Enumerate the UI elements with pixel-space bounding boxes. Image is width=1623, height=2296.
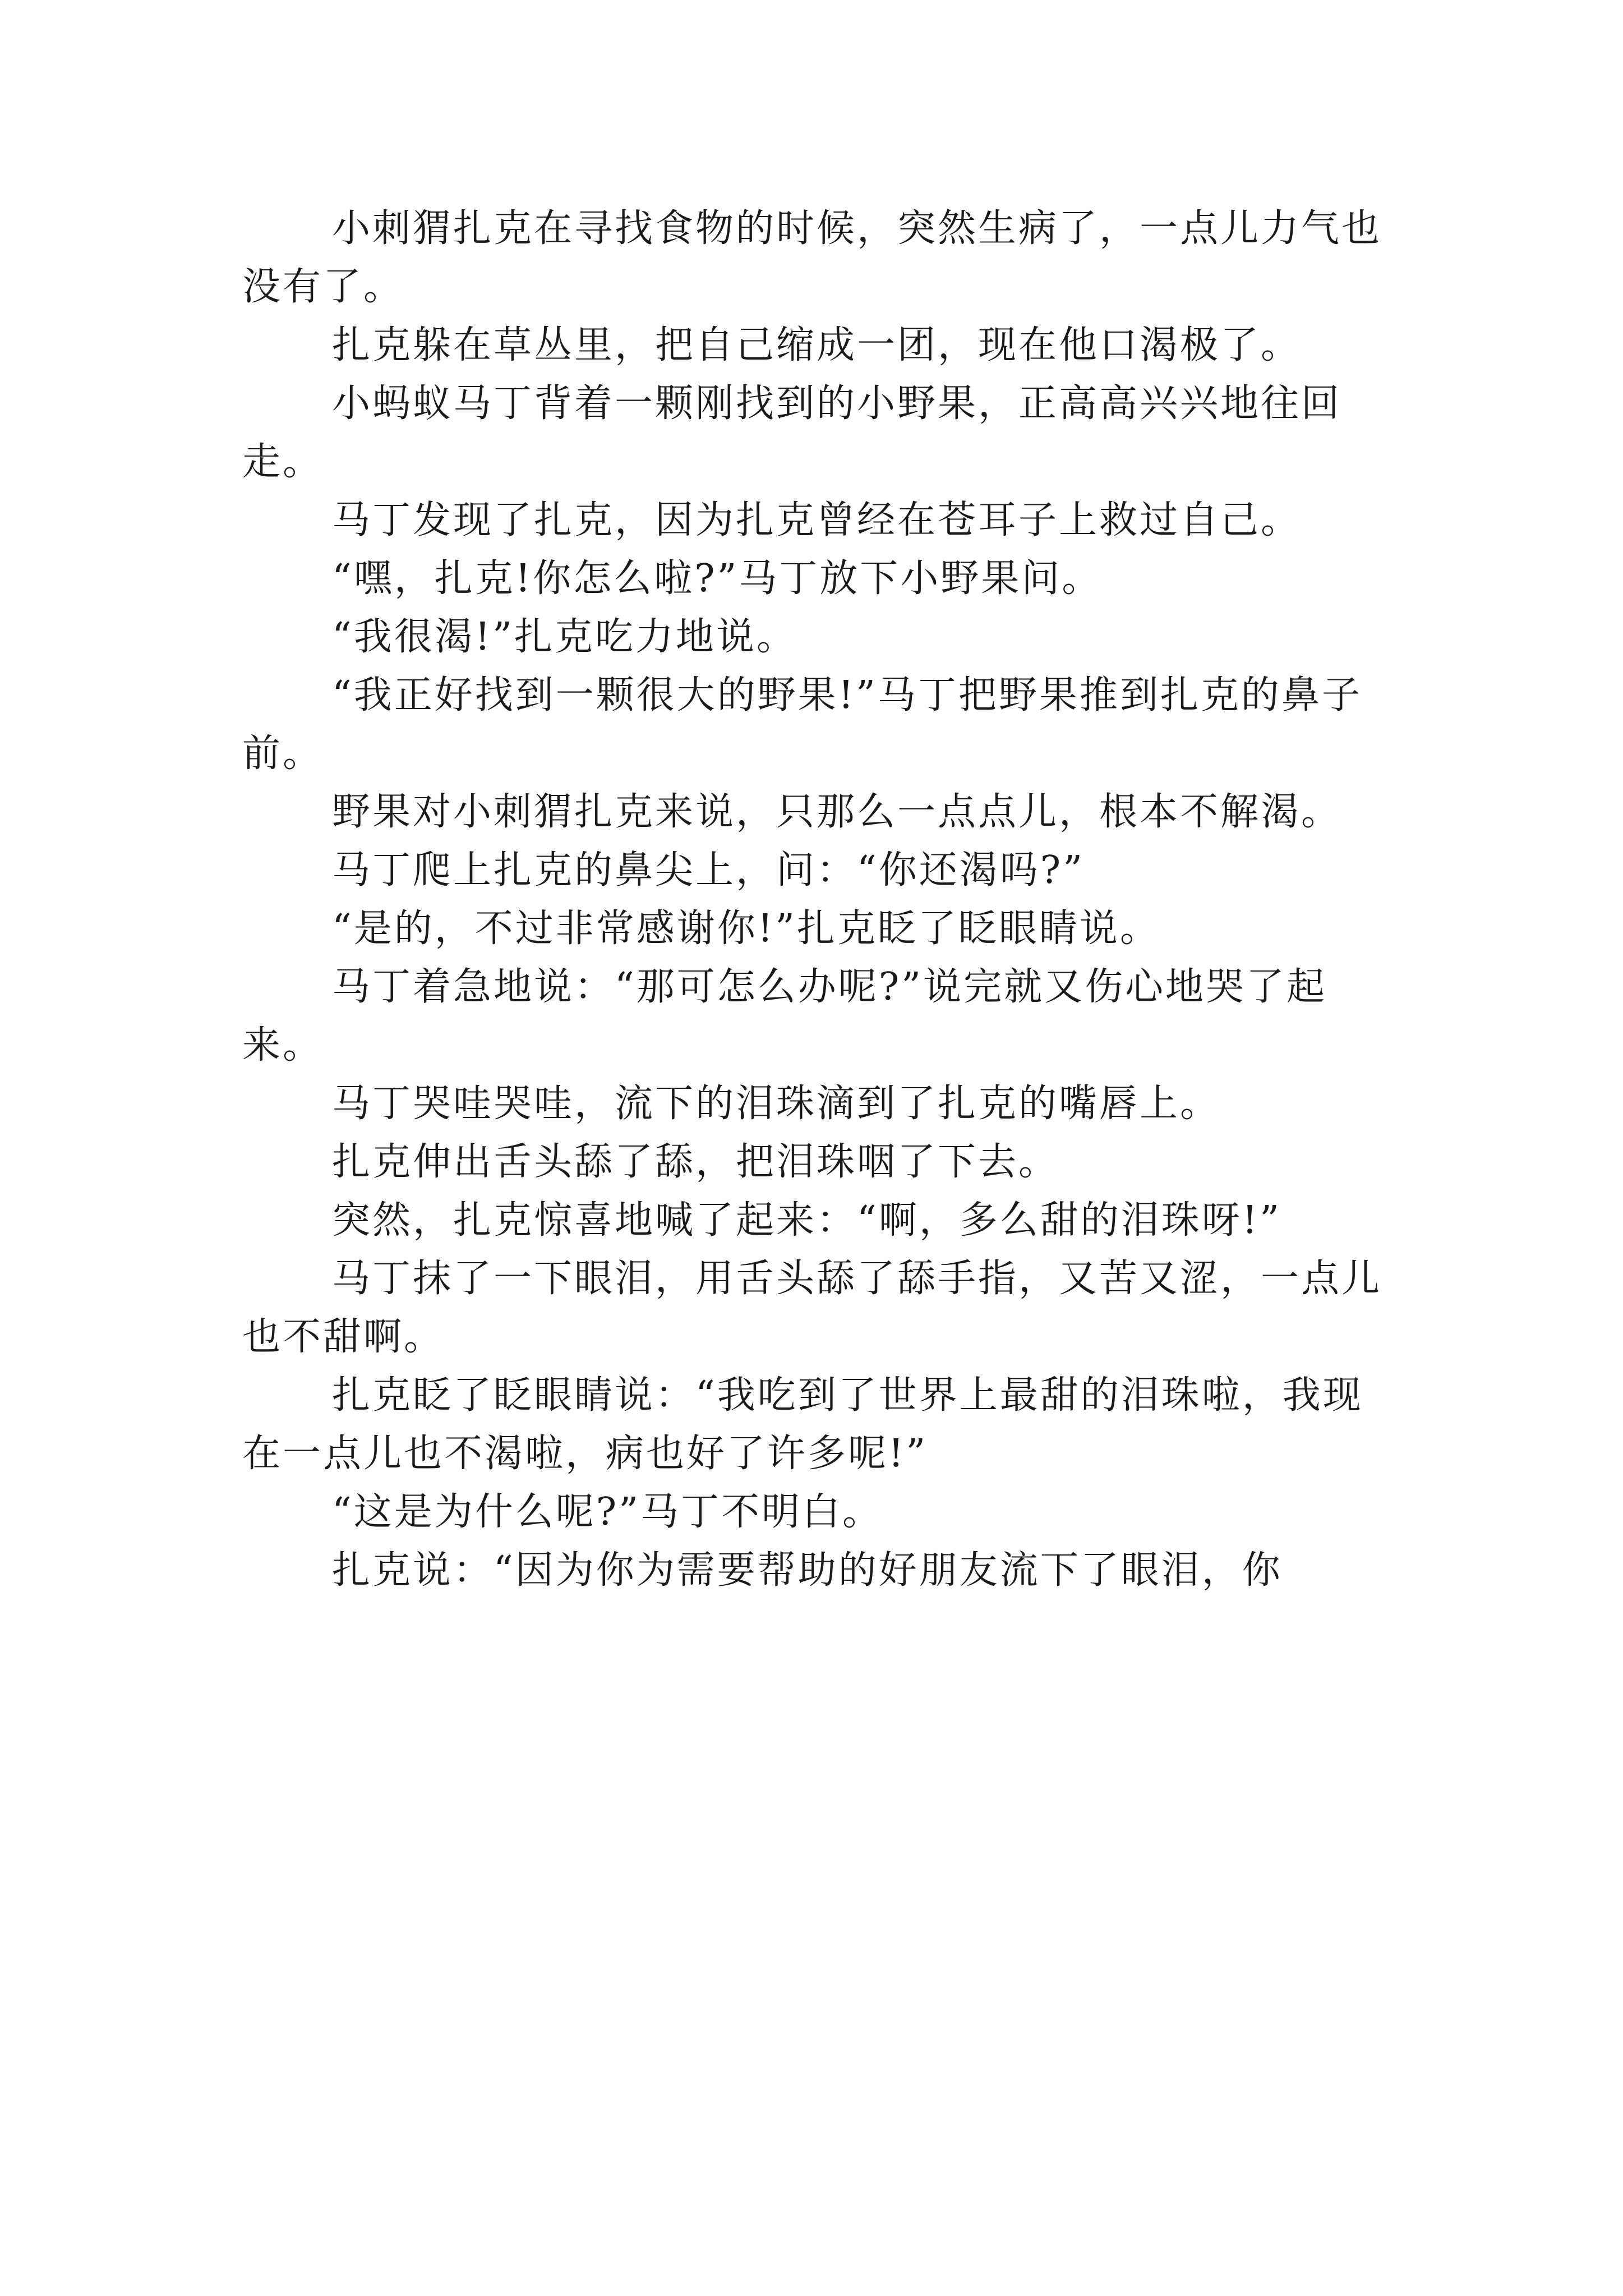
paragraph: “这是为什么呢?”马丁不明白。: [332, 1490, 883, 1534]
story-text: [242, 200, 1386, 1600]
paragraph: 马丁爬上扎克的鼻尖上，问：“你还渴吗?”: [332, 848, 1085, 892]
paragraph: 扎克眨了眨眼睛说：“我吃到了世界上最甜的泪珠啦，我现在一点儿也不渴啦，病也好了许多呢!”: [242, 1373, 1363, 1476]
paragraph: 小蚂蚁马丁背着一颗刚找到的小野果，正高高兴兴地往回走。: [242, 381, 1342, 484]
paragraph: 突然，扎克惊喜地喊了起来：“啊，多么甜的泪珠呀!”: [332, 1198, 1281, 1243]
paragraph: 马丁着急地说：“那可怎么办呢?”说完就又伤心地哭了起来。: [242, 965, 1327, 1068]
paragraph: 小刺猬扎克在寻找食物的时候，突然生病了，一点儿力气也没有了。: [242, 206, 1382, 309]
paragraph: 马丁抹了一下眼泪，用舌头舔了舔手指，又苦又涩，一点儿也不甜啊。: [242, 1257, 1382, 1359]
paragraph: “是的，不过非常感谢你!”扎克眨了眨眼睛说。: [332, 907, 1160, 951]
paragraph: 扎克躲在草丛里，把自己缩成一团，现在他口渴极了。: [332, 323, 1302, 367]
paragraph: 野果对小刺猬扎克来说，只那么一点点儿，根本不解渴。: [332, 790, 1342, 834]
paragraph: 扎克伸出舌头舔了舔，把泪珠咽了下去。: [332, 1140, 1059, 1184]
paragraph: “嘿，扎克!你怎么啦?”马丁放下小野果问。: [332, 556, 1103, 601]
paragraph: “我很渴!”扎克吃力地说。: [332, 615, 797, 659]
paragraph: 马丁发现了扎克，因为扎克曾经在苍耳子上救过自己。: [332, 498, 1302, 542]
paragraph: 马丁哭哇哭哇，流下的泪珠滴到了扎克的嘴唇上。: [332, 1082, 1221, 1126]
paragraph: 扎克说：“因为你为需要帮助的好朋友流下了眼泪，你: [332, 1548, 1283, 1593]
paragraph: “我正好找到一颗很大的野果!”马丁把野果推到扎克的鼻子前。: [242, 673, 1362, 776]
